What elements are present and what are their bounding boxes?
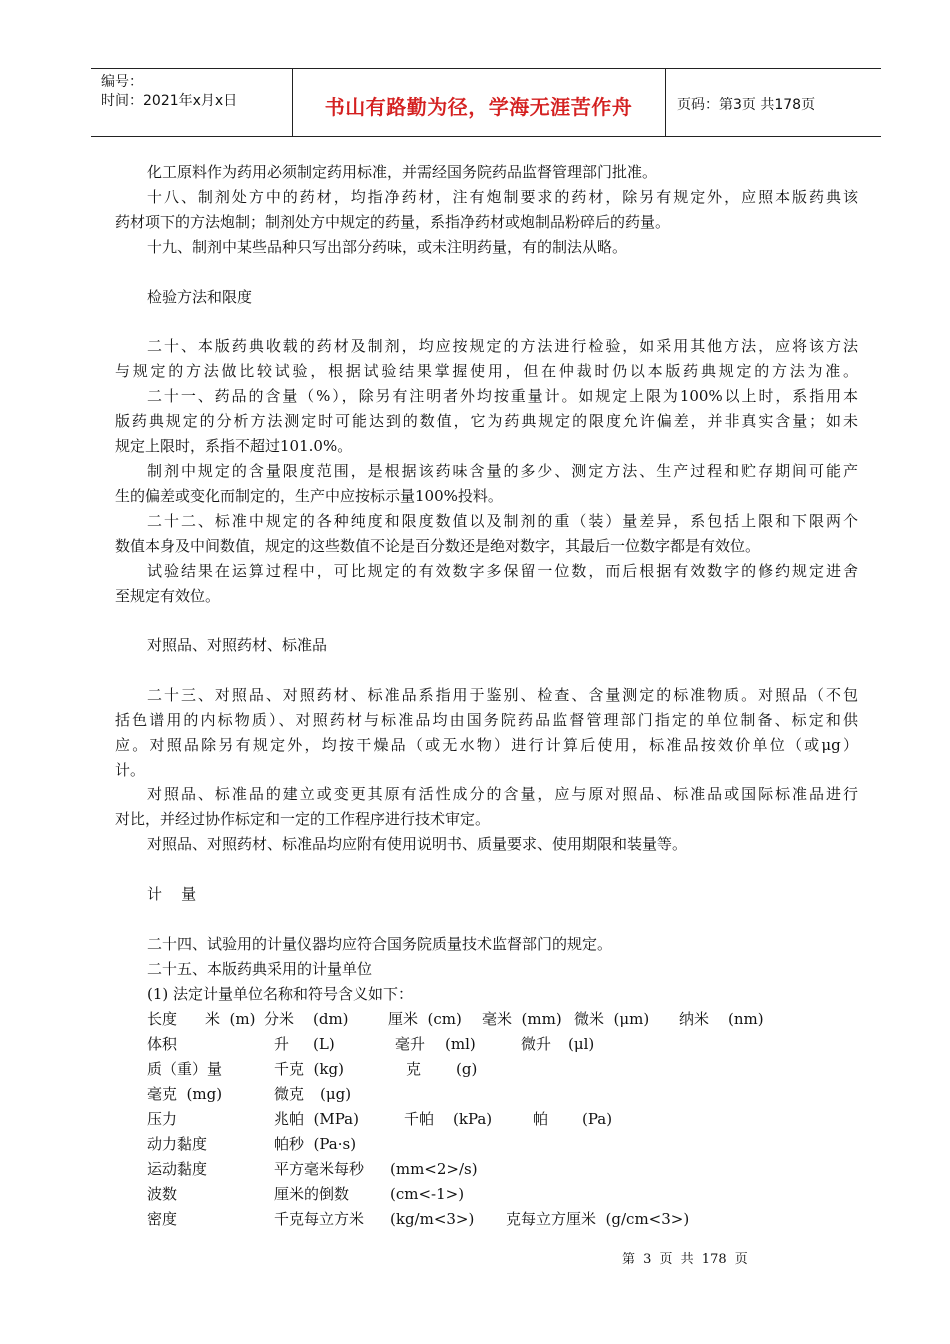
unit-cell: 毫升 — [395, 1035, 426, 1053]
time-label: 时间：2021年x月x日 — [101, 93, 238, 109]
unit-quantity: 长度 — [147, 1010, 178, 1028]
unit-cell: 平方毫米每秒 — [274, 1160, 365, 1178]
unit-cell: 克每立方厘米 (g/cm<3>) — [506, 1210, 690, 1228]
paragraph-line: 对照品、对照药材、标准品均应附有使用说明书、质量要求、使用期限和装量等。 — [147, 835, 688, 853]
unit-cell: 微克 — [274, 1085, 305, 1103]
unit-quantity: 质（重）量 — [147, 1060, 223, 1078]
unit-cell: 兆帕 (MPa) — [274, 1110, 359, 1128]
paragraph-line: 二十、本版药典收载的药材及制剂，均应按规定的方法进行检验，如采用其他方法，应将该方法 — [147, 337, 858, 355]
paragraph-line: 药材项下的方法炮制；制剂处方中规定的药量，系指净药材或炮制品粉碎后的药量。 — [115, 213, 671, 231]
unit-cell: (mm<2>/s) — [390, 1160, 478, 1178]
unit-cell: 毫克 (mg) — [147, 1085, 223, 1103]
section-heading: 检验方法和限度 — [147, 288, 253, 306]
page-header — [91, 68, 881, 137]
section-heading: 计 量 — [147, 885, 197, 903]
unit-cell: (nm) — [728, 1010, 764, 1028]
unit-cell: (g) — [456, 1060, 478, 1078]
paragraph-line: 计。 — [115, 761, 146, 779]
header-page-info: 页码：第3页 共178页 — [677, 97, 816, 113]
unit-cell: (L) — [313, 1035, 335, 1053]
unit-quantity: 密度 — [147, 1210, 178, 1228]
paragraph-line: 化工原料作为药用必须制定药用标准，并需经国务院药品监督管理部门批准。 — [147, 163, 658, 181]
unit-cell: 帕秒 (Pa·s) — [274, 1135, 357, 1153]
paragraph-line: 十八、制剂处方中的药材，均指净药材，注有炮制要求的药材，除另有规定外，应照本版药典该 — [147, 188, 858, 206]
paragraph-line: 生的偏差或变化而制定的，生产中应按标示量100%投料。 — [115, 487, 503, 505]
unit-cell: 千帕 — [404, 1110, 435, 1128]
unit-cell: (kPa) — [453, 1110, 493, 1128]
paragraph-line: 对照品、标准品的建立或变更其原有活性成分的含量，应与原对照品、标准品或国际标准品进行 — [147, 785, 858, 803]
unit-cell: 帕 — [533, 1110, 549, 1128]
paragraph-line: 括色谱用的内标物质）、对照药材与标准品均由国务院药品监督管理部门指定的单位制备、标定和供 — [115, 711, 858, 729]
unit-cell: 千克每立方米 — [274, 1210, 365, 1228]
unit-quantity: 运动黏度 — [147, 1160, 208, 1178]
unit-cell: 微米 (μm) — [574, 1010, 650, 1028]
unit-cell: 升 — [274, 1035, 290, 1053]
unit-cell: 毫米 (mm) — [482, 1010, 562, 1028]
paragraph-line: 规定上限时，系指不超过101.0%。 — [115, 437, 353, 455]
unit-quantity: 波数 — [147, 1185, 178, 1203]
unit-quantity: 动力黏度 — [147, 1135, 208, 1153]
paragraph-line: 版药典规定的分析方法测定时可能达到的数值，它为药典规定的限度允许偏差，并非真实含量；如未 — [115, 412, 858, 430]
unit-quantity: 压力 — [147, 1110, 178, 1128]
paragraph-line: 制剂中规定的含量限度范围，是根据该药味含量的多少、测定方法、生产过程和贮存期间可能产 — [147, 462, 858, 480]
unit-cell: (kg/m<3>) — [390, 1210, 475, 1228]
paragraph-line: 二十一、药品的含量（%），除另有注明者外均按重量计。如规定上限为100%以上时，系指用本 — [147, 387, 858, 405]
unit-cell: (μg) — [320, 1085, 352, 1103]
unit-cell: 分米 — [264, 1010, 295, 1028]
paragraph-line: 应。对照品除另有规定外，均按干燥品（或无水物）进行计算后使用，标准品按效价单位（或μg） — [115, 736, 858, 754]
unit-cell: 纳米 — [679, 1010, 710, 1028]
paragraph-line: 二十二、标准中规定的各种纯度和限度数值以及制剂的重（装）量差异，系包括上限和下限两个 — [147, 512, 858, 530]
paragraph-line: 对比，并经过协作标定和一定的工作程序进行技术审定。 — [115, 810, 491, 828]
header-divider — [665, 69, 666, 136]
paragraph-line: 二十五、本版药典采用的计量单位 — [147, 960, 373, 978]
unit-cell: 米 (m) — [205, 1010, 256, 1028]
unit-quantity: 体积 — [147, 1035, 178, 1053]
unit-cell: 微升 — [521, 1035, 552, 1053]
unit-cell: 千克 (kg) — [274, 1060, 344, 1078]
unit-cell: 克 — [406, 1060, 422, 1078]
page-footer: 第 3 页 共 178 页 — [622, 1252, 748, 1267]
paragraph-line: 至规定有效位。 — [115, 587, 221, 605]
paragraph-line: 二十四、试验用的计量仪器均应符合国务院质量技术监督部门的规定。 — [147, 935, 613, 953]
header-motto: 书山有路勤为径，学海无涯苦作舟 — [324, 95, 633, 119]
paragraph-line: 与规定的方法做比较试验，根据试验结果掌握使用，但在仲裁时仍以本版药典规定的方法为准。 — [115, 362, 858, 380]
unit-cell: (Pa) — [582, 1110, 613, 1128]
paragraph-line: 二十三、对照品、对照药材、标准品系指用于鉴别、检查、含量测定的标准物质。对照品（不包 — [147, 686, 858, 704]
unit-cell: (μl) — [568, 1035, 595, 1053]
paragraph-line: 数值本身及中间数值，规定的这些数值不论是百分数还是绝对数字，其最后一位数字都是有效位。 — [115, 537, 761, 555]
paragraph-line: 试验结果在运算过程中，可比规定的有效数字多保留一位数，而后根据有效数字的修约规定进舍 — [147, 562, 858, 580]
unit-cell: (cm<-1>) — [390, 1185, 465, 1203]
unit-cell: 厘米 (cm) — [388, 1010, 462, 1028]
unit-cell: (dm) — [313, 1010, 349, 1028]
section-heading: 对照品、对照药材、标准品 — [147, 636, 328, 654]
unit-cell: 厘米的倒数 — [274, 1185, 350, 1203]
paragraph-line: 十九、制剂中某些品种只写出部分药味，或未注明药量，有的制法从略。 — [147, 238, 628, 256]
number-label: 编号： — [101, 74, 143, 90]
header-meta — [101, 73, 237, 111]
unit-cell: (ml) — [445, 1035, 476, 1053]
paragraph-line: (1) 法定计量单位名称和符号含义如下： — [147, 985, 414, 1003]
